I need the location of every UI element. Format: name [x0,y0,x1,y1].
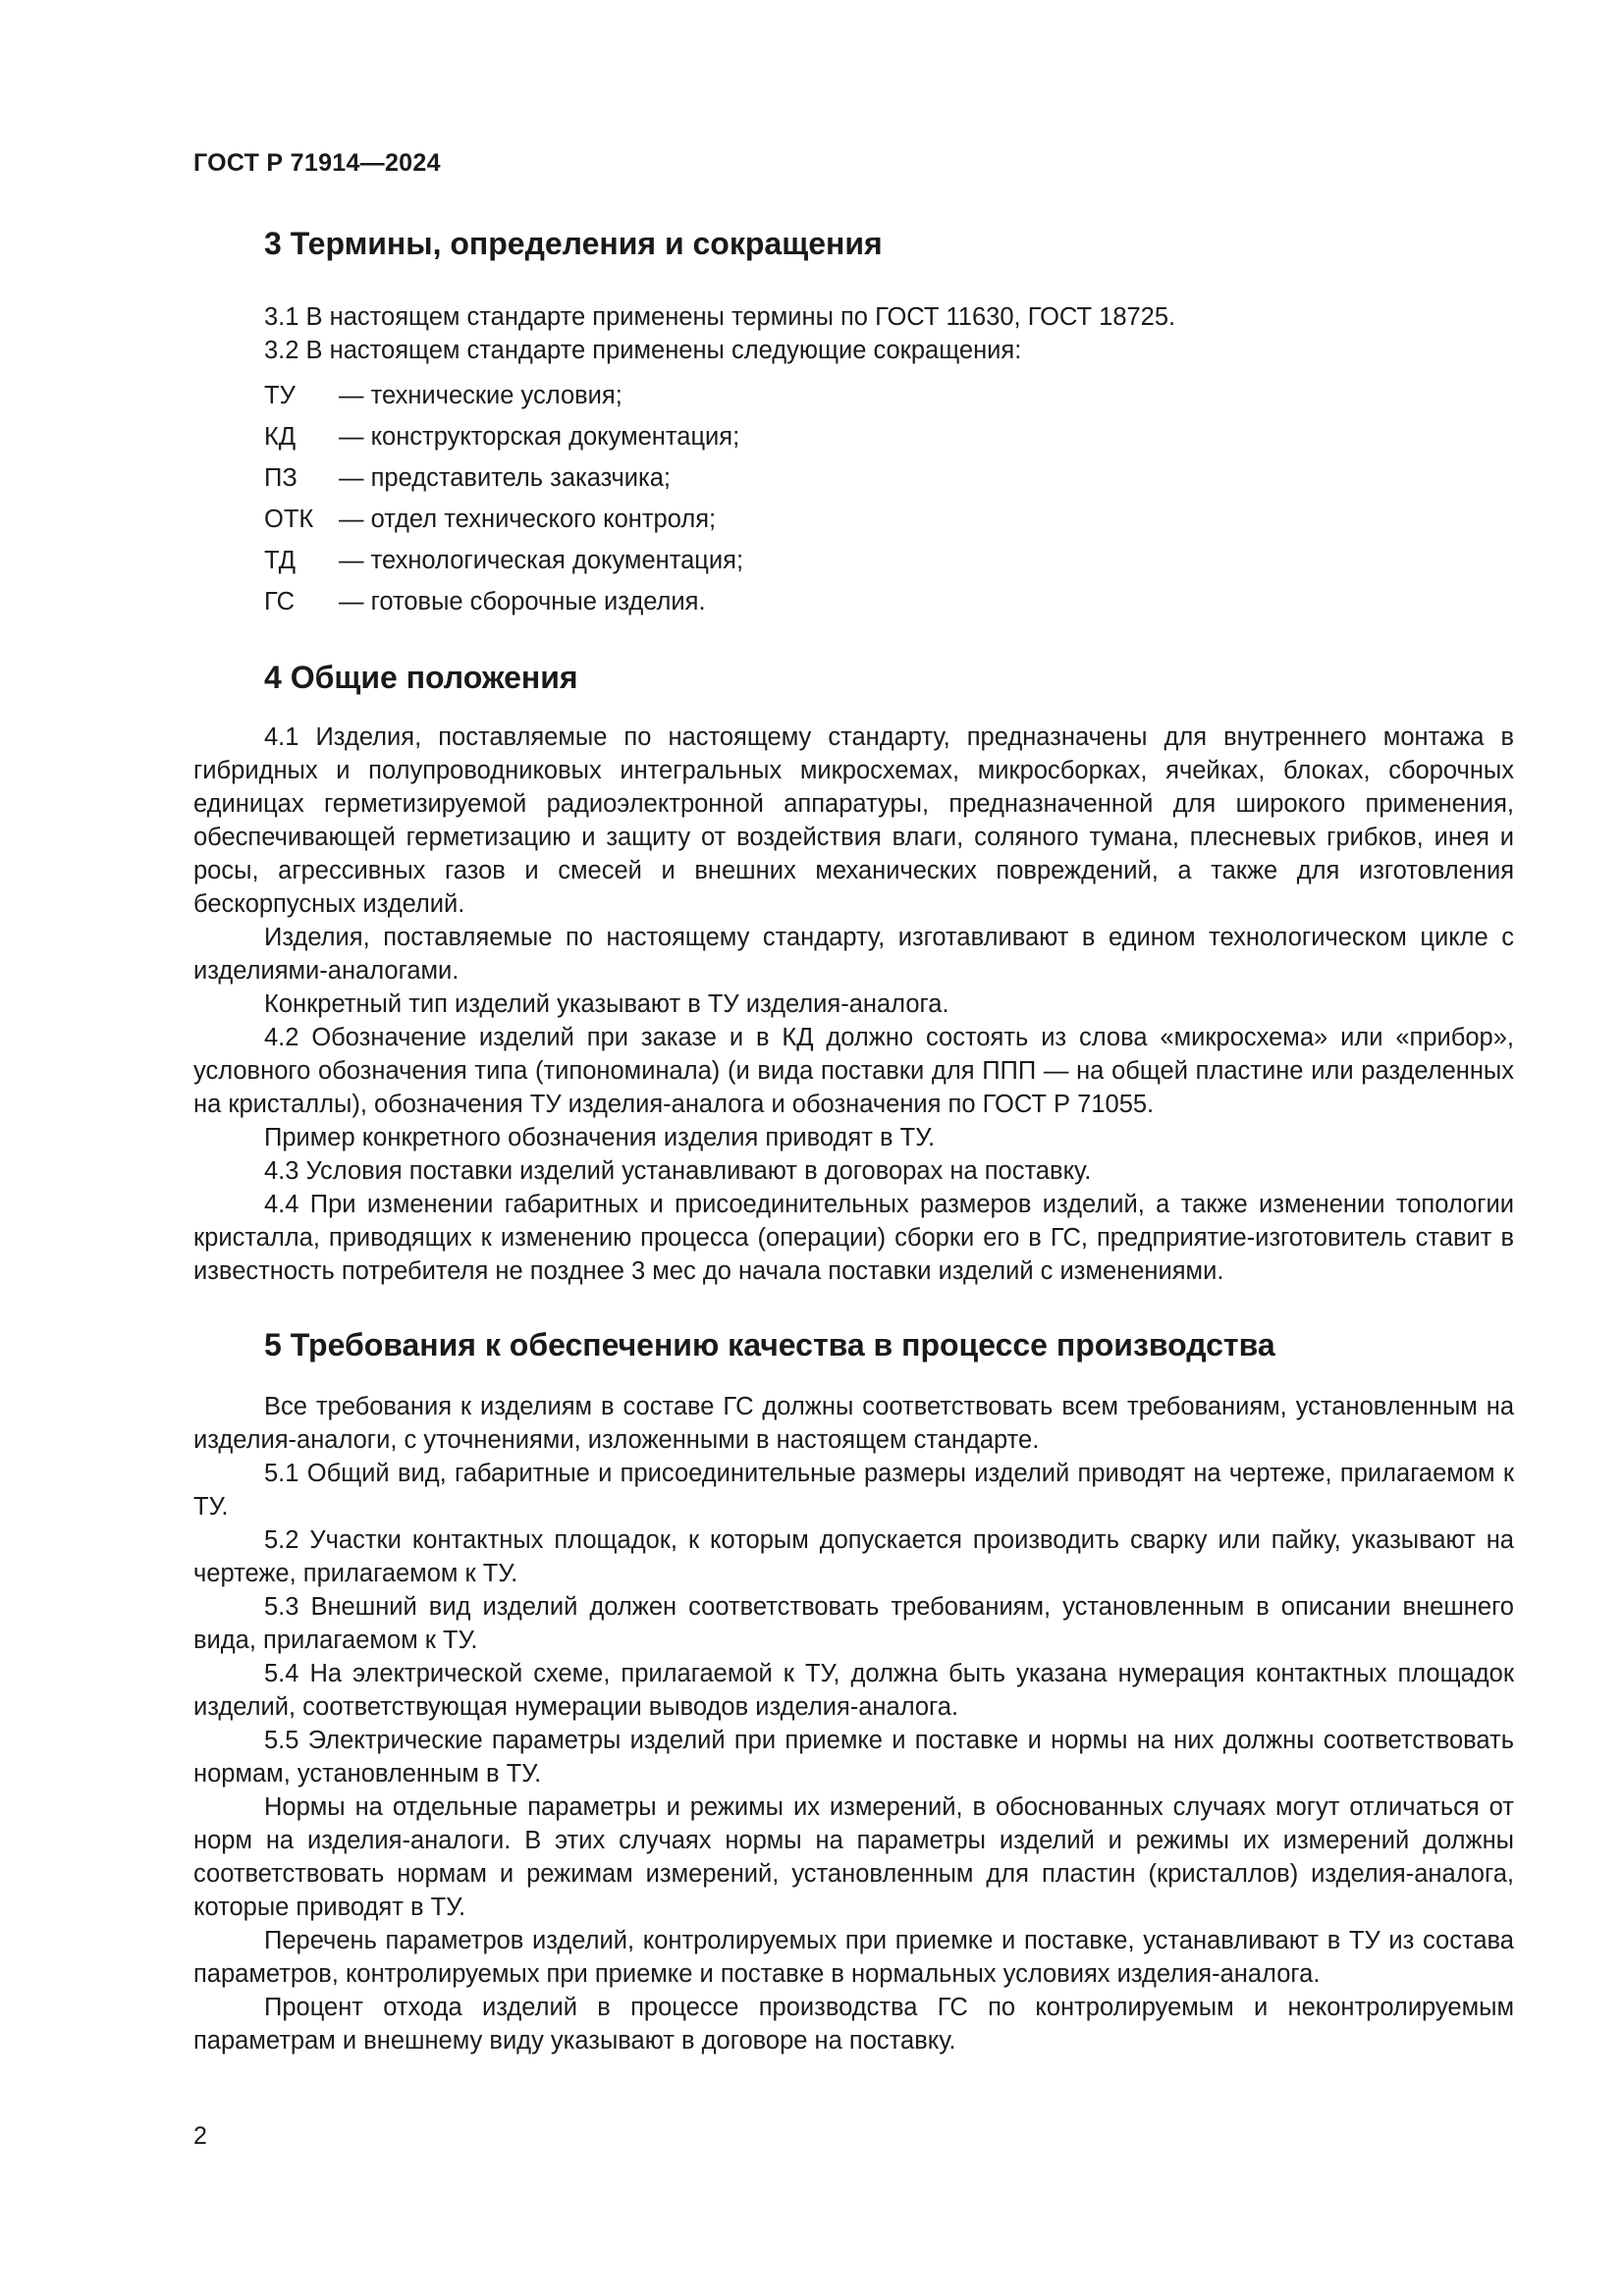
page-content [193,224,1514,2057]
abbreviation-item [193,581,1514,622]
paragraph: Перечень параметров изделий, контролируемых при приемке и поставке, устанавливают в ТУ из состава параметров, контролируемых при приемке и поставке в нормальных условиях изделия-аналога. [193,1927,1514,1988]
abbreviation-definition: — технологическая документация; [339,547,744,574]
abbreviation-code: КД [264,423,297,451]
paragraph: Процент отхода изделий в процессе производства ГС по контролируемым и неконтролируемым параметрам и внешнему виду указывают в договоре на поставку. [193,1994,1514,2055]
clause-3-2: 3.2 В настоящем стандарте применены следующие сокращения: [264,337,1022,364]
abbreviation-definition: — готовые сборочные изделия. [339,588,706,615]
paragraph: Все требования к изделиям в составе ГС должны соответствовать всем требованиям, установленным на изделия-аналоги, с уточнениями, изложенными в настоящем стандарте. [193,1393,1514,1454]
paragraph: Изделия, поставляемые по настоящему стандарту, изготавливают в едином технологическом цикле с изделиями-аналогами. [193,924,1514,985]
abbreviation-item [193,375,1514,416]
clause-4-4: 4.4 При изменении габаритных и присоединительных размеров изделий, а также изменении топологии кристалла, приводящих к изменению процесса (операции) сборки его в ГС, предприятие-изготовитель ставит в известность потребителя не позднее 3 мес до начала поставки изделий с изменениями. [193,1191,1514,1285]
standard-designation: ГОСТ Р 71914—2024 [193,149,441,177]
abbreviation-item [193,457,1514,499]
abbreviation-item [193,540,1514,581]
clause-3-1: 3.1 В настоящем стандарте применены термины по ГОСТ 11630, ГОСТ 18725. [264,303,1176,331]
abbreviations-list [193,375,1514,622]
clause-5-2: 5.2 Участки контактных площадок, к которым допускается производить сварку или пайку, указывают на чертеже, прилагаемом к ТУ. [193,1526,1514,1587]
clause-5-5: 5.5 Электрические параметры изделий при приемке и поставке и нормы на них должны соответствовать нормам, установленным в ТУ. [193,1727,1514,1788]
abbreviation-code: ТД [264,547,296,574]
paragraph: Конкретный тип изделий указывают в ТУ изделия-аналога. [264,990,949,1018]
abbreviation-code: ТУ [264,382,296,409]
abbreviation-definition: — конструкторская документация; [339,423,740,451]
clause-4-2: 4.2 Обозначение изделий при заказе и в КД должно состоять из слова «микросхема» или «прибор», условного обозначения типа (типономинала) (и вида поставки для ППП — на общей пластине или разделенных на кристаллы), обозначения ТУ изделия-аналога и обозначения по ГОСТ Р 71055. [193,1024,1514,1118]
clause-4-3: 4.3 Условия поставки изделий устанавливают в договорах на поставку. [264,1157,1092,1185]
clause-5-3: 5.3 Внешний вид изделий должен соответствовать требованиям, установленным в описании внешнего вида, прилагаемом к ТУ. [193,1593,1514,1654]
clause-5-4: 5.4 На электрической схеме, прилагаемой к ТУ, должна быть указана нумерация контактных площадок изделий, соответствующая нумерации выводов изделия-аналога. [193,1660,1514,1721]
page-number: 2 [193,2122,207,2150]
abbreviation-code: ГС [264,588,296,615]
paragraph: Пример конкретного обозначения изделия приводят в ТУ. [264,1124,936,1151]
section-4-heading: 4 Общие положения [264,660,578,695]
abbreviation-item [193,499,1514,540]
abbreviation-definition: — представитель заказчика; [339,464,672,492]
abbreviation-definition: — отдел технического контроля; [339,506,717,533]
section-5-heading: 5 Требования к обеспечению качества в процессе производства [264,1327,1275,1362]
abbreviation-item [193,416,1514,457]
clause-5-1: 5.1 Общий вид, габаритные и присоединительные размеры изделий приводят на чертеже, прилагаемом к ТУ. [193,1460,1514,1521]
abbreviation-code: ОТК [264,506,314,533]
paragraph: Нормы на отдельные параметры и режимы их измерений, в обоснованных случаях могут отличаться от норм на изделия-аналоги. В этих случаях нормы на параметры изделий и режимы их измерений должны соответствовать нормам и режимам измерений, установленным для пластин (кристаллов) изделия-аналога, которые приводят в ТУ. [193,1793,1514,1921]
clause-4-1: 4.1 Изделия, поставляемые по настоящему стандарту, предназначены для внутреннего монтажа в гибридных и полупроводниковых интегральных микросхемах, микросборках, ячейках, блоках, сборочных единицах герметизируемой радиоэлектронной аппаратуры, предназначенной для широкого применения, обеспечивающей герметизацию и защиту от воздействия влаги, соляного тумана, плесневых грибков, инея и росы, агрессивных газов и смесей и внешних механических повреждений, а также для изготовления бескорпусных изделий. [193,723,1514,918]
abbreviation-definition: — технические условия; [339,382,623,409]
section-3-heading: 3 Термины, определения и сокращения [264,226,883,261]
abbreviation-code: ПЗ [264,464,298,492]
